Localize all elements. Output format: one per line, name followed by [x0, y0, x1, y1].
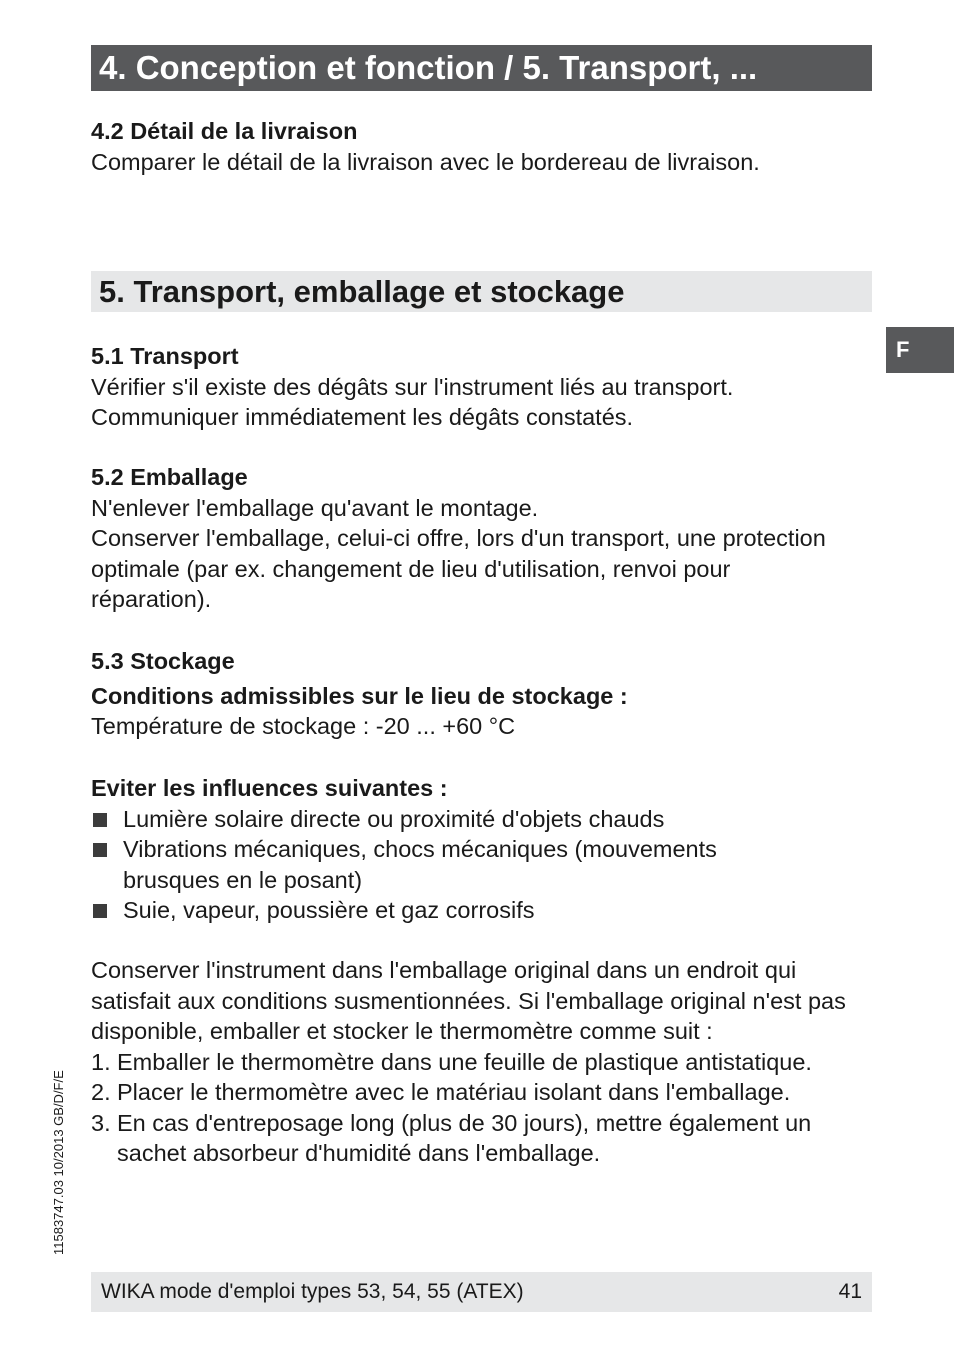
- bullet-square-icon: [93, 813, 107, 827]
- section-5-2-paragraph: Conserver l'emballage, celui-ci offre, lors d'un transport, une protection optimale (par ex. changement de lieu d'utilisation, renvoi pour réparation).: [91, 525, 826, 612]
- storage-conditions-heading: Conditions admissibles sur le lieu de stockage :: [91, 682, 628, 709]
- section-5-1-line: Vérifier s'il existe des dégâts sur l'instrument liés au transport.: [91, 373, 734, 400]
- list-item: 3. En cas d'entreposage long (plus de 30 jours), mettre également un sachet absorbeur d'humidité dans l'emballage.: [91, 1109, 812, 1166]
- section-5-1-heading: 5.1 Transport: [91, 343, 239, 369]
- avoid-heading: Eviter les influences suivantes :: [91, 775, 448, 801]
- section-5-header: [91, 271, 872, 312]
- section-4-2: [91, 116, 881, 177]
- list-item: 2. Placer le thermomètre avec le matériau isolant dans l'emballage.: [91, 1079, 791, 1105]
- list-item: 1. Emballer le thermomètre dans une feuille de plastique antistatique.: [91, 1048, 812, 1075]
- section-5-2-heading: 5.2 Emballage: [91, 464, 248, 490]
- section-5-1-line: Communiquer immédiatement les dégâts constatés.: [91, 404, 634, 430]
- section-5-2: [91, 462, 851, 615]
- language-tab-label: F: [896, 337, 910, 362]
- chapter-title: 4. Conception et fonction / 5. Transport, ...: [99, 49, 758, 86]
- list-item: Vibrations mécaniques, chocs mécaniques (mouvements brusques en le posant): [91, 834, 811, 895]
- section-5-title: 5. Transport, emballage et stockage: [99, 274, 625, 309]
- storage-temperature: Température de stockage : -20 ... +60 °C: [91, 713, 516, 739]
- section-5-2-line: N'enlever l'emballage qu'avant le montage.: [91, 494, 539, 521]
- bullet-square-icon: [93, 904, 107, 918]
- section-5-1: [91, 341, 881, 433]
- page-number: 41: [838, 1280, 862, 1303]
- section-4-2-text: Comparer le détail de la livraison avec le bordereau de livraison.: [91, 148, 760, 175]
- storage-steps: [91, 1047, 881, 1169]
- section-4-2-heading: 4.2 Détail de la livraison: [91, 118, 358, 144]
- footer-text: WIKA mode d'emploi types 53, 54, 55 (ATEX): [101, 1280, 524, 1303]
- language-tab: [886, 327, 954, 373]
- storage-procedure: [91, 955, 881, 1169]
- section-5-3: [91, 646, 881, 742]
- page-footer: [91, 1272, 872, 1312]
- chapter-header: [91, 45, 872, 91]
- document-code: 11583747.03 10/2013 GB/D/F/E: [51, 1070, 66, 1255]
- storage-procedure-text: Conserver l'instrument dans l'emballage original dans un endroit qui satisfait aux conditions susmentionnées. Si l'emballage original n'est pas disponible, emballer et stocker le thermomètre comme suit :: [91, 957, 846, 1044]
- list-item: Suie, vapeur, poussière et gaz corrosifs: [91, 895, 811, 926]
- list-item: Lumière solaire directe ou proximité d'objets chauds: [91, 804, 811, 835]
- avoid-influences: [91, 773, 811, 926]
- section-5-3-heading: 5.3 Stockage: [91, 648, 235, 674]
- bullet-square-icon: [93, 843, 107, 857]
- avoid-list: [91, 804, 811, 926]
